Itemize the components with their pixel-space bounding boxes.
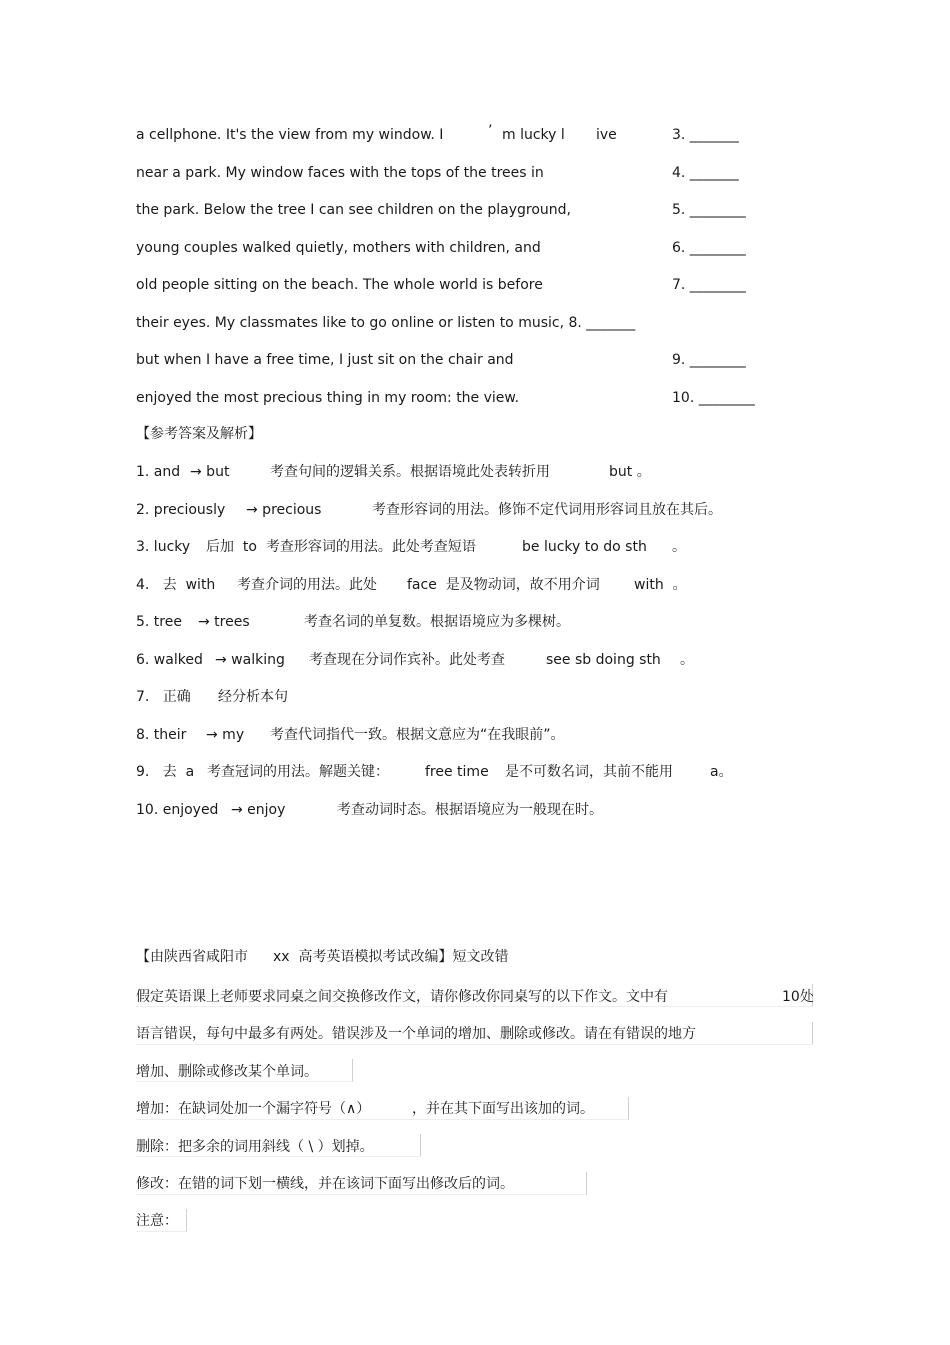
answer-1-fix: → but <box>190 464 230 480</box>
answer-6-fix: → walking <box>215 652 285 668</box>
blank-3: 3. _______ <box>672 127 739 143</box>
answer-4-end: with 。 <box>634 577 687 593</box>
passage-line-1b: m lucky l <box>502 127 565 143</box>
blank-5: 5. ________ <box>672 202 746 218</box>
answer-8-fix: → my <box>206 727 245 743</box>
blank-4: 4. _______ <box>672 165 739 181</box>
passage-line-6: their eyes. My classmates like to go online or listen to music, 8. _______ <box>136 315 636 331</box>
answer-6-phrase: see sb doing sth <box>546 652 661 668</box>
note-label: 注意： <box>136 1213 178 1229</box>
intro-line-2: 语言错误，每句中最多有两处。错误涉及一个单词的增加、删除或修改。请在有错误的地方 <box>136 1026 696 1042</box>
delete-rule: 删除：把多余的词用斜线（ \ ）划掉。 <box>136 1139 374 1155</box>
answer-3-phrase: be lucky to do sth <box>522 539 647 555</box>
answer-1-item: 1. and <box>136 464 181 480</box>
answer-6-note: 考查现在分词作宾补。此处考查 <box>309 652 505 668</box>
section-title-b: xx 高考英语模拟考试改编】短文改错 <box>273 949 509 965</box>
passage-line-7: but when I have a free time, I just sit on the chair and <box>136 352 514 368</box>
answer-2-fix: → precious <box>246 502 322 518</box>
blank-6: 6. ________ <box>672 240 746 256</box>
answer-3-note: 后加 to 考查形容词的用法。此处考查短语 <box>206 539 476 555</box>
passage-line-5: old people sitting on the beach. The whole world is before <box>136 277 543 293</box>
passage-line-2: near a park. My window faces with the tops of the trees in <box>136 165 544 181</box>
answer-9-note: 考查冠词的用法。解题关键： <box>207 764 389 780</box>
apostrophe: ’ <box>488 123 493 139</box>
answer-10-item: 10. enjoyed <box>136 802 219 818</box>
answer-2-item: 2. preciously <box>136 502 226 518</box>
answer-9-end: a。 <box>710 764 733 780</box>
intro-line-1-end: 10处 <box>782 989 814 1005</box>
answer-2-note: 考查形容词的用法。修饰不定代词用形容词且放在其后。 <box>372 502 722 518</box>
answers-heading: 【参考答案及解析】 <box>136 426 262 442</box>
passage-line-1c: ive <box>596 127 617 143</box>
answer-9-note-b: 是不可数名词，其前不能用 <box>505 764 673 780</box>
answer-6-item: 6. walked <box>136 652 203 668</box>
answer-9-phrase: free time <box>425 764 489 780</box>
passage-line-8: enjoyed the most precious thing in my room: the view. <box>136 390 520 406</box>
add-rule-b: ，并在其下面写出该加的词。 <box>412 1101 594 1117</box>
answer-10-note: 考查动词时态。根据语境应为一般现在时。 <box>337 802 603 818</box>
add-rule: 增加：在缺词处加一个漏字符号（∧） <box>136 1101 371 1117</box>
answer-3-end: 。 <box>672 539 686 555</box>
section-title: 【由陕西省咸阳市 <box>136 949 248 965</box>
answer-8-note: 考查代词指代一致。根据文意应为“在我眼前”。 <box>270 727 565 743</box>
modify-rule: 修改：在错的词下划一横线，并在该词下面写出修改后的词。 <box>136 1176 514 1192</box>
blank-10: 10. ________ <box>672 390 755 406</box>
answer-4-note-b: face 是及物动词，故不用介词 <box>407 577 600 593</box>
answer-4-note: 考查介词的用法。此处 <box>237 577 377 593</box>
answer-3-item: 3. lucky <box>136 539 191 555</box>
answer-1-note: 考查句间的逻辑关系。根据语境此处表转折用 <box>270 464 550 480</box>
answer-9-item: 9. 去 a <box>136 764 195 780</box>
answer-10-fix: → enjoy <box>231 802 286 818</box>
answer-7-note: 经分析本句 <box>218 689 288 705</box>
passage-line-4: young couples walked quietly, mothers with children, and <box>136 240 541 256</box>
answer-1-note-b: but 。 <box>609 464 651 480</box>
answer-5-item: 5. tree <box>136 614 182 630</box>
answer-6-end: 。 <box>680 652 694 668</box>
answer-7-item: 7. 正确 <box>136 689 191 705</box>
answer-5-fix: → trees <box>198 614 250 630</box>
intro-line-3: 增加、删除或修改某个单词。 <box>136 1064 318 1080</box>
passage-line-3: the park. Below the tree I can see children on the playground, <box>136 202 571 218</box>
answer-5-note: 考查名词的单复数。根据语境应为多棵树。 <box>304 614 570 630</box>
answer-8-item: 8. their <box>136 727 187 743</box>
intro-line-1: 假定英语课上老师要求同桌之间交换修改作文，请你修改你同桌写的以下作文。文中有 <box>136 989 668 1005</box>
blank-9: 9. ________ <box>672 352 746 368</box>
answer-4-item: 4. 去 with <box>136 577 216 593</box>
blank-7: 7. ________ <box>672 277 746 293</box>
passage-line-1: a cellphone. It's the view from my window. I <box>136 127 444 143</box>
